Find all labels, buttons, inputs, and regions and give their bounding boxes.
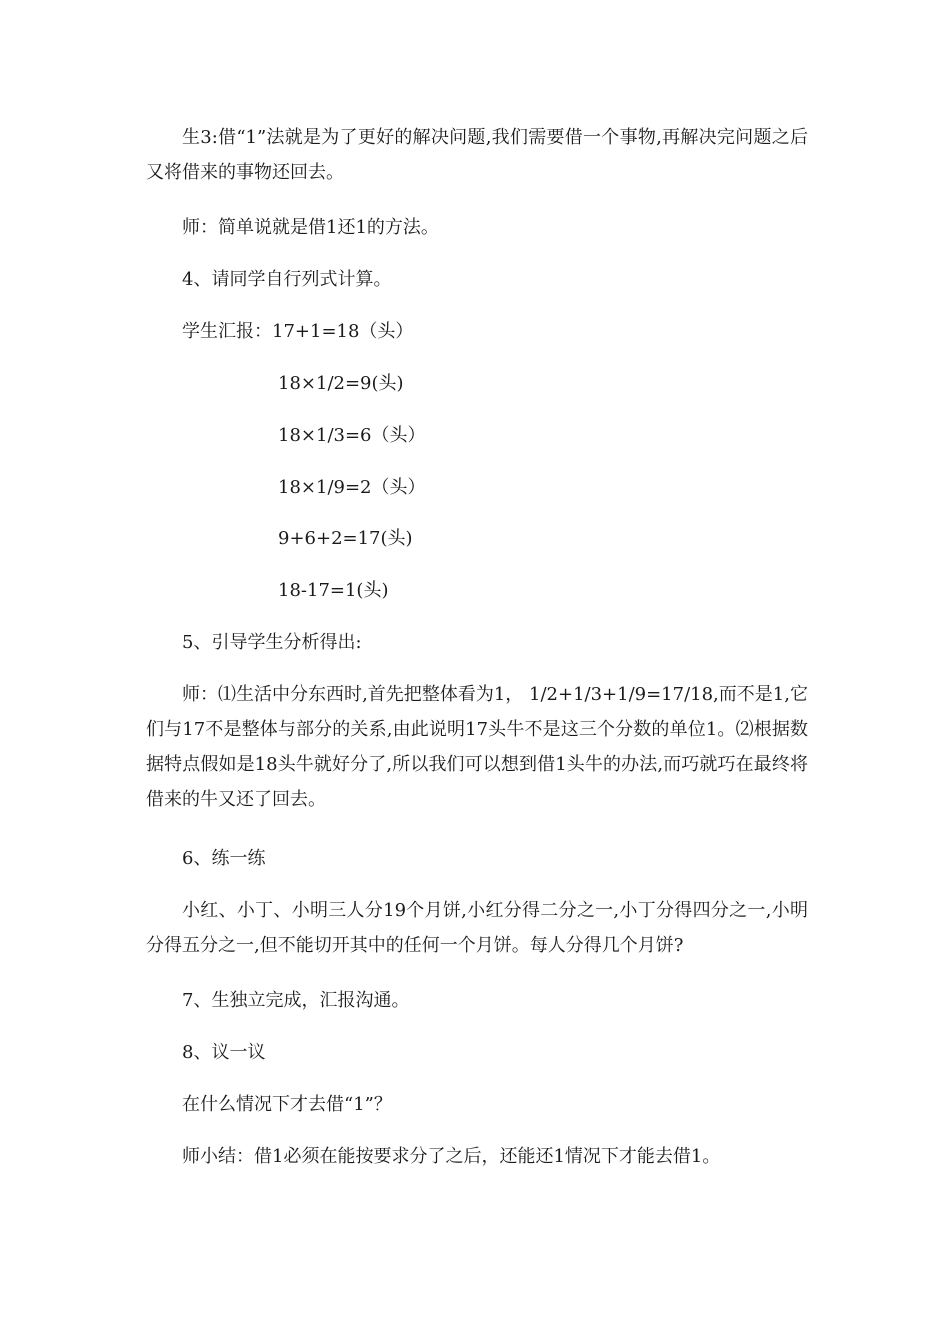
- paragraph-step4: 4、请同学自行列式计算。: [182, 269, 392, 290]
- calc-line-4: 9+6+2=17(头): [278, 528, 413, 549]
- paragraph-step6: 6、练一练: [182, 848, 266, 869]
- calc-line-5: 18-17=1(头): [278, 580, 389, 601]
- calc-line-1: 18×1/2=9(头): [278, 373, 404, 394]
- paragraph-teacher-analysis: 师：⑴生活中分东西时,首先把整体看为1， 1/2+1/3+1/9=17/18,而不是1,它们与17不是整体与部分的关系,由此说明17头牛不是这三个分数的单位1。⑵根据数据特点假如是18头牛就好分了,所以我们可以想到借1头牛的办法,而巧就巧在最终将借来的牛又还了回去。: [146, 684, 808, 810]
- paragraph-exercise: 小红、小丁、小明三人分19个月饼,小红分得二分之一,小丁分得四分之一,小明分得五分之一,但不能切开其中的任何一个月饼。每人分得几个月饼?: [146, 900, 808, 956]
- paragraph-step7: 7、生独立完成，汇报沟通。: [182, 990, 410, 1011]
- paragraph-question: 在什么情况下才去借“1”？: [182, 1094, 392, 1115]
- paragraph-step8: 8、议一议: [182, 1042, 266, 1063]
- paragraph-step5: 5、引导学生分析得出:: [182, 632, 362, 653]
- calc-line-3: 18×1/9=2（头）: [278, 477, 426, 498]
- paragraph-teacher-conclusion: 师小结：借1必须在能按要求分了之后，还能还1情况下才能去借1。: [182, 1146, 721, 1167]
- paragraph-student-report: 学生汇报：17+1=18（头）: [182, 321, 414, 342]
- calc-line-2: 18×1/3=6（头）: [278, 425, 426, 446]
- paragraph-student3: 生3:借“1”法就是为了更好的解决问题,我们需要借一个事物,再解决完问题之后又将借来的事物还回去。: [146, 127, 808, 183]
- paragraph-teacher-summary: 师：简单说就是借1还1的方法。: [182, 217, 439, 238]
